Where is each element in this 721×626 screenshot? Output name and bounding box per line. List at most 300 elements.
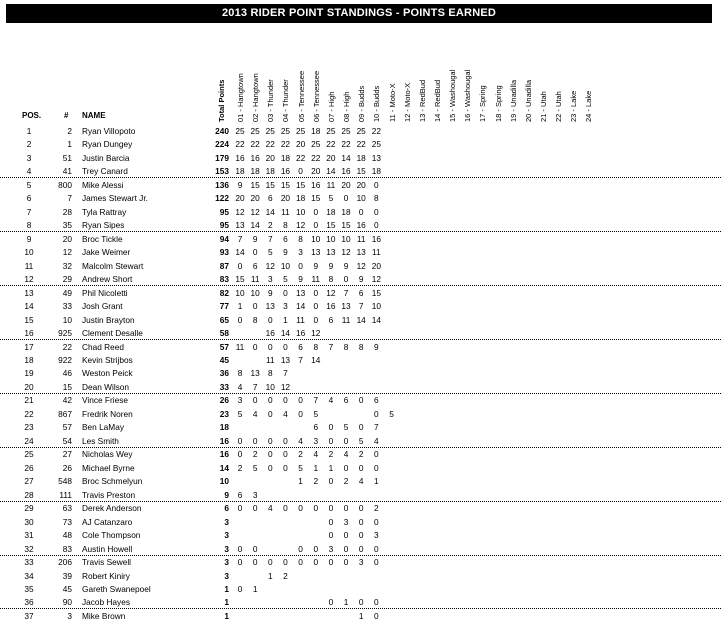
rider-position: 24 [24,435,34,446]
rider-total-points: 65 [219,314,229,325]
table-row [0,543,721,556]
event-points: 1 [313,462,319,473]
event-points: 2 [343,476,349,487]
rider-position: 23 [24,422,34,433]
table-row [0,341,721,353]
event-points: 18 [356,152,366,163]
event-points: 22 [265,139,275,150]
rider-total-points: 224 [215,139,229,150]
event-points: 18 [235,166,245,177]
event-points: 13 [371,152,381,163]
header-event-1 [234,26,248,122]
event-points: 0 [328,503,334,514]
header-event-14-label: 14 - RedBud [432,79,442,122]
table-row [0,475,721,487]
rider-number: 41 [62,166,72,177]
event-points: 16 [250,152,260,163]
rider-position: 32 [24,543,34,554]
rider-number: 922 [58,354,72,365]
event-points: 11 [372,247,381,258]
event-points: 25 [341,126,351,136]
event-points: 1 [298,476,303,487]
event-points: 5 [298,462,303,473]
rider-total-points: 9 [224,489,229,500]
table-row [0,260,721,272]
event-points: 2 [237,462,243,473]
table-row [0,246,721,258]
rider-number: 48 [62,530,72,541]
event-points: 0 [313,206,319,217]
event-points: 13 [250,368,260,379]
event-points: 0 [298,503,303,514]
rider-name: Vince Friese [82,395,128,406]
rider-total-points: 83 [219,274,229,285]
rider-position: 35 [24,583,34,594]
rider-name: Jake Weimer [82,247,131,258]
header-event-19 [507,26,521,122]
rider-position: 17 [24,341,34,352]
header-event-10-label: 10 - Budds [372,85,382,122]
event-points: 0 [252,247,258,258]
event-points: 0 [252,503,258,514]
event-points: 0 [298,395,303,406]
event-points: 10 [235,287,245,298]
table-row [0,152,721,164]
event-points: 0 [328,530,334,541]
event-points: 0 [374,179,379,190]
event-points: 0 [267,435,273,446]
header-event-20 [522,26,536,122]
event-points: 18 [295,193,306,204]
event-points: 11 [265,354,275,365]
header-event-23-label: 23 - Lake [569,90,579,122]
event-points: 0 [237,557,243,568]
event-points: 15 [265,179,275,190]
event-points: 14 [250,220,260,231]
rider-total-points: 16 [219,449,229,460]
event-points: 0 [237,260,243,271]
rider-total-points: 136 [215,179,229,190]
rider-number: 206 [58,557,72,568]
event-points: 0 [374,543,379,554]
event-points: 0 [298,260,303,271]
event-points: 11 [296,314,305,325]
event-points: 10 [265,381,275,392]
event-points: 9 [313,260,319,271]
event-points: 0 [267,557,273,568]
rider-number: 28 [62,206,72,217]
event-points: 20 [280,193,291,204]
header-number: # [64,111,69,120]
table-row [0,327,721,340]
event-points: 0 [267,314,273,325]
event-points: 4 [298,435,303,446]
event-points: 22 [371,126,381,136]
event-points: 1 [328,462,334,473]
event-points: 3 [343,516,349,527]
event-points: 5 [343,422,349,433]
rider-position: 16 [24,328,34,339]
event-points: 0 [283,395,288,406]
event-points: 13 [356,247,366,258]
rider-position: 26 [24,462,34,473]
event-points: 25 [295,126,306,136]
rider-position: 36 [24,597,34,608]
header-event-24 [582,26,596,122]
rider-number: 800 [58,179,72,190]
table-row [0,421,721,433]
event-points: 0 [283,341,288,352]
event-points: 2 [313,476,319,487]
rider-name: Broc Schmelyun [82,476,143,487]
rider-number: 32 [62,260,72,271]
rider-total-points: 36 [219,368,229,379]
event-points: 0 [237,314,243,325]
rider-name: Phil Nicoletti [82,287,128,298]
event-points: 25 [326,126,336,136]
rider-position: 10 [24,247,34,258]
header-event-16-label: 16 - Washougal [463,69,473,122]
event-points: 8 [283,220,288,231]
event-points: 0 [358,395,364,406]
event-points: 14 [295,301,306,312]
event-points: 7 [374,422,379,433]
rider-number: 10 [62,314,72,325]
rider-position: 19 [24,368,34,379]
rider-position: 31 [24,530,34,541]
event-points: 3 [267,274,273,285]
event-points: 7 [283,368,288,379]
rider-position: 8 [26,220,32,231]
rider-total-points: 16 [219,435,229,446]
rider-position: 22 [24,408,34,419]
event-points: 0 [328,435,334,446]
rider-number: 33 [62,301,72,312]
event-points: 5 [328,193,334,204]
rider-total-points: 95 [219,206,229,217]
event-points: 0 [374,462,379,473]
event-points: 10 [371,301,381,312]
header-event-24-label: 24 - Lake [584,90,594,122]
header-event-3 [264,26,278,122]
event-points: 6 [267,193,273,204]
rider-name: Ryan Sipes [82,220,125,231]
event-points: 6 [358,287,364,298]
rider-position: 25 [24,449,34,460]
event-points: 8 [313,341,319,352]
rider-number: 22 [62,341,72,352]
event-points: 0 [358,422,364,433]
event-points: 4 [267,503,273,514]
rider-number: 2 [67,126,72,136]
rider-total-points: 3 [224,516,229,527]
rider-total-points: 87 [219,260,229,271]
rider-position: 9 [26,233,32,244]
header-event-18-label: 18 - Spring [493,85,503,122]
event-points: 7 [267,233,273,244]
event-points: 8 [358,341,364,352]
event-points: 6 [298,341,303,352]
event-points: 0 [252,543,258,554]
rider-name: Mike Alessi [82,179,124,190]
event-points: 25 [356,126,366,136]
event-points: 0 [374,557,379,568]
rider-position: 7 [26,206,32,217]
rider-name: Nicholas Wey [82,449,133,460]
rider-position: 20 [24,381,34,392]
page-title: 2013 RIDER POINT STANDINGS - POINTS EARNED [6,4,712,23]
rider-name: Gareth Swanepoel [82,583,151,594]
rider-position: 18 [24,354,34,365]
table-row [0,233,721,245]
rider-name: Jacob Hayes [82,597,130,608]
rider-total-points: 57 [219,341,229,352]
rider-total-points: 153 [215,166,229,177]
event-points: 2 [358,449,364,460]
rider-position: 27 [24,476,34,487]
header-event-2 [249,26,263,122]
event-points: 6 [313,422,319,433]
rider-position: 28 [24,489,34,500]
event-points: 20 [356,179,366,190]
event-points: 22 [295,152,306,163]
header-event-10 [370,26,384,122]
event-points: 0 [358,206,364,217]
rider-total-points: 33 [219,381,229,392]
event-points: 12 [356,260,366,271]
event-points: 1 [358,610,364,621]
event-points: 20 [326,152,336,163]
header-event-18 [492,26,506,122]
rider-number: 49 [62,287,72,298]
header-event-3-label: 03 - Thunder [266,79,276,122]
event-points: 11 [341,314,351,325]
rider-name: Kevin Strijbos [82,354,133,365]
event-points: 2 [298,449,303,460]
event-points: 0 [267,395,273,406]
rider-name: Ryan Dungey [82,139,133,150]
event-points: 0 [374,597,379,608]
header-event-17 [476,26,490,122]
event-points: 13 [311,247,321,258]
event-points: 0 [283,503,288,514]
event-points: 4 [374,435,379,446]
event-points: 4 [343,449,349,460]
event-points: 0 [358,530,364,541]
header-event-7 [325,26,339,122]
event-points: 0 [358,516,364,527]
table-row [0,314,721,326]
rider-name: Dean Wilson [82,381,130,392]
event-points: 12 [295,220,306,231]
rider-position: 4 [26,166,32,177]
header-event-12 [401,26,415,122]
event-points: 7 [298,354,303,365]
event-points: 14 [341,152,351,163]
event-points: 7 [358,301,364,312]
event-points: 9 [343,260,349,271]
event-points: 8 [298,233,303,244]
event-points: 18 [250,166,260,177]
event-points: 0 [328,597,334,608]
event-points: 22 [341,139,351,150]
event-points: 9 [237,179,243,190]
event-points: 2 [252,449,258,460]
event-points: 20 [250,193,260,204]
event-points: 2 [267,220,273,231]
rider-name: Austin Howell [82,543,133,554]
rider-position: 15 [24,314,34,325]
event-points: 13 [295,287,306,298]
header-event-22-label: 22 - Utah [554,91,564,122]
header-event-5-label: 05 - Tennessee [296,70,306,122]
table-row [0,192,721,204]
header-event-9-label: 09 - Budds [357,85,367,122]
rider-number: 15 [62,381,72,392]
header-pos: POS. [22,111,42,120]
event-points: 11 [250,274,260,285]
event-points: 22 [311,152,321,163]
event-points: 6 [374,395,379,406]
header-event-9 [355,26,369,122]
event-points: 0 [298,408,303,419]
header-event-11-label: 11 - Moto-X [387,83,397,122]
event-points: 0 [237,543,243,554]
event-points: 0 [343,543,349,554]
event-points: 2 [374,503,379,514]
event-points: 18 [311,126,321,136]
rider-number: 57 [62,422,72,433]
event-points: 2 [328,449,334,460]
event-points: 11 [235,341,245,352]
event-points: 0 [374,206,379,217]
event-points: 12 [280,381,291,392]
event-points: 15 [295,179,306,190]
rider-name: Robert Kiniry [82,570,130,581]
event-points: 8 [328,274,334,285]
event-points: 10 [341,233,351,244]
rider-number: 20 [62,233,72,244]
event-points: 3 [328,543,334,554]
rider-name: Cole Thompson [82,530,141,541]
event-points: 18 [280,152,291,163]
event-points: 14 [311,354,321,365]
event-points: 18 [265,166,275,177]
event-points: 0 [358,597,364,608]
rider-position: 33 [24,557,34,568]
rider-name: Clement Desalle [82,328,143,339]
event-points: 3 [298,247,303,258]
event-points: 0 [343,274,349,285]
rider-number: 90 [62,597,72,608]
event-points: 4 [313,449,319,460]
rider-total-points: 77 [219,301,229,312]
event-points: 14 [235,247,245,258]
event-points: 1 [267,570,273,581]
event-points: 12 [265,260,275,271]
header-event-8 [340,26,354,122]
table-row [0,179,721,191]
rider-number: 3 [67,610,72,621]
event-points: 12 [326,287,336,298]
event-points: 7 [328,341,334,352]
event-points: 4 [283,408,288,419]
event-points: 7 [252,381,258,392]
event-points: 25 [265,126,275,136]
rider-name: Trey Canard [82,166,128,177]
event-points: 16 [341,166,351,177]
event-points: 3 [283,301,288,312]
rider-number: 73 [62,516,72,527]
rider-number: 12 [62,247,72,258]
event-points: 16 [326,301,336,312]
event-points: 1 [283,314,288,325]
event-points: 11 [356,233,366,244]
event-points: 0 [237,503,243,514]
rider-total-points: 240 [215,126,229,136]
event-points: 11 [311,274,321,285]
header-event-4 [279,26,293,122]
event-points: 0 [252,341,258,352]
event-points: 16 [295,328,306,339]
rider-total-points: 3 [224,543,229,554]
table-row [0,570,721,582]
event-points: 0 [313,287,319,298]
event-points: 4 [328,395,334,406]
rider-total-points: 179 [215,152,229,163]
event-points: 7 [237,233,243,244]
rider-total-points: 122 [215,193,229,204]
rider-name: Mike Brown [82,610,126,621]
event-points: 5 [389,408,394,419]
event-points: 11 [326,179,336,190]
event-points: 3 [252,489,258,500]
header-event-4-label: 04 - Thunder [281,79,291,122]
rider-name: Andrew Short [82,274,133,285]
event-points: 8 [267,368,273,379]
rider-position: 11 [24,260,34,271]
event-points: 15 [356,166,366,177]
rider-number: 29 [62,274,72,285]
rider-number: 7 [67,193,72,204]
event-points: 9 [283,247,288,258]
event-points: 6 [283,233,288,244]
event-points: 0 [252,557,258,568]
event-points: 18 [326,206,336,217]
event-points: 0 [358,543,364,554]
event-points: 1 [343,597,349,608]
rider-total-points: 82 [219,287,229,298]
event-points: 15 [235,274,245,285]
table-row [0,125,721,137]
event-points: 14 [265,206,275,217]
header-event-20-label: 20 - Unadilla [523,79,533,122]
rider-position: 34 [24,570,34,581]
table-row [0,516,721,528]
event-points: 0 [328,516,334,527]
event-points: 6 [252,260,258,271]
event-points: 0 [328,557,334,568]
rider-total-points: 1 [224,583,229,594]
event-points: 9 [267,287,273,298]
rider-number: 63 [62,503,72,514]
event-points: 25 [235,126,245,136]
event-points: 5 [237,408,243,419]
header-event-8-label: 08 - High [342,91,352,122]
rider-total-points: 58 [219,328,229,339]
rider-total-points: 6 [224,503,229,514]
event-points: 3 [237,395,243,406]
